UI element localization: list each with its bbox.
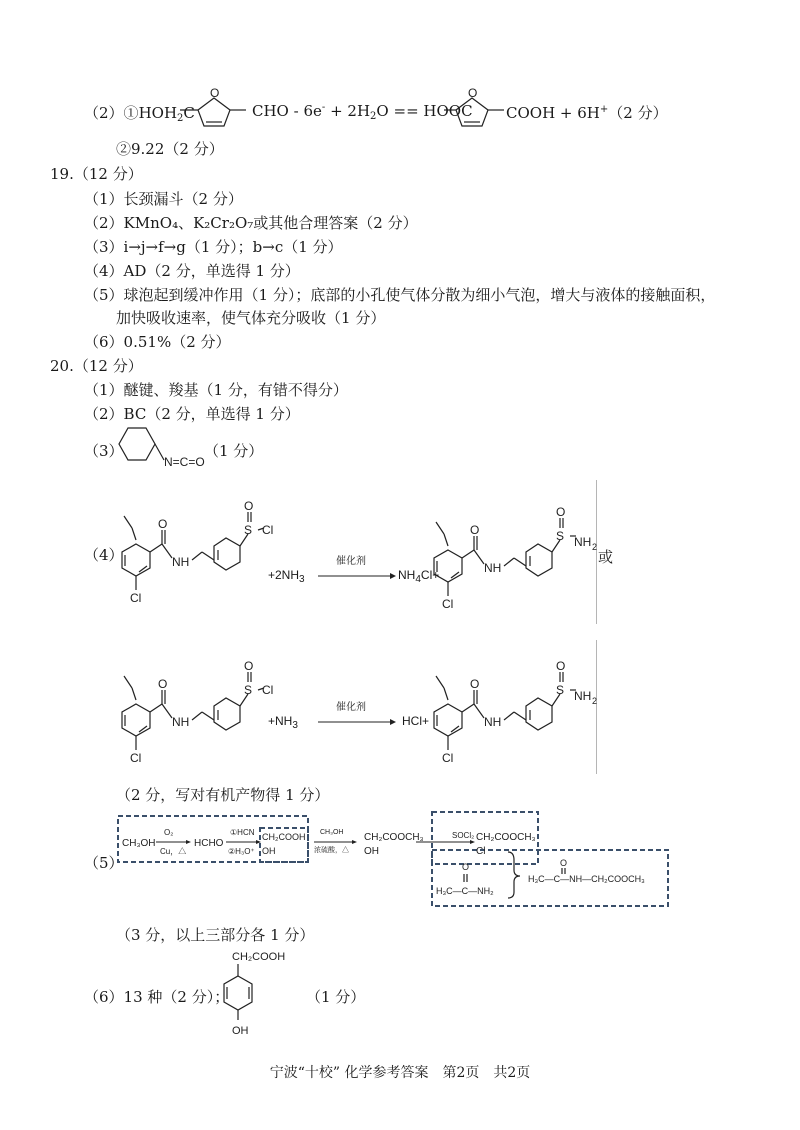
- divider-line-2: [596, 640, 597, 774]
- svg-text:O: O: [470, 523, 480, 537]
- svg-text:催化剂: 催化剂: [336, 556, 366, 567]
- q18-part2-equation: $(2)①HOH_2C$: [84, 104, 195, 124]
- rxn2-byproduct: HCl+: [402, 714, 430, 728]
- svg-text:O: O: [468, 86, 478, 100]
- rxn1-reagent: $+2NH_3$: [268, 568, 305, 585]
- svg-text:NH: NH: [574, 689, 592, 703]
- furan-ring-product: [452, 88, 512, 128]
- svg-text:H₃C—C—NH—CH₂COOCH₃: H₃C—C—NH—CH₂COOCH₃: [528, 874, 645, 884]
- q19-item-1: （1）长颈漏斗（2 分）: [84, 190, 243, 208]
- q19-header: 19.（12 分）: [50, 165, 143, 183]
- q19-item-5: （5）球泡起到缓冲作用（1 分）；底部的小孔使气体分散为细小气泡，增大与液体的接触面积，: [84, 286, 716, 304]
- svg-text:浓硫酸，△: 浓硫酸，△: [314, 847, 349, 854]
- synthesis-scheme: [116, 808, 676, 908]
- svg-text:Cl: Cl: [262, 523, 274, 537]
- svg-text:NH: NH: [172, 555, 190, 569]
- q20-item-1: （1）醚键、羧基（1 分，有错不得分）: [84, 381, 348, 399]
- q19-item-6: （6）0.51%（2 分）: [84, 333, 231, 351]
- svg-text:CH₂COOH: CH₂COOH: [262, 832, 306, 842]
- svg-text:CH₂COOCH₃: CH₂COOCH₃: [364, 832, 424, 843]
- product-sulfonamide-1: [426, 506, 596, 626]
- svg-text:O: O: [556, 659, 566, 673]
- ring-oxygen: O: [210, 86, 220, 100]
- divider-line-1: [596, 480, 597, 624]
- q20-item-2: （2）BC（2 分，单选得 1 分）: [84, 405, 300, 423]
- q20-item-5-score: （3 分，以上三部分各 1 分）: [116, 926, 315, 944]
- q19-item-3: （3）i→j→f→g（1 分）；b→c（1 分）: [84, 238, 343, 256]
- reactant-sulfonyl-chloride-1: [114, 500, 274, 620]
- svg-text:CH₂COOCH₃: CH₂COOCH₃: [476, 832, 536, 843]
- svg-text:SOCl₂: SOCl₂: [452, 831, 475, 840]
- svg-text:Cl: Cl: [442, 597, 454, 611]
- svg-text:NH: NH: [484, 561, 502, 575]
- reactant-sulfonyl-chloride-2: [114, 660, 274, 780]
- svg-text:O: O: [560, 858, 568, 868]
- rxn1-byproduct: $NH_4Cl+$: [398, 568, 440, 585]
- q20-item-4-score: （2 分，写对有机产物得 1 分）: [116, 786, 330, 804]
- svg-text:Cl: Cl: [130, 751, 142, 765]
- or-word: 或: [598, 548, 614, 566]
- q18-part2-right: COOH + 6H+（2 分）: [506, 104, 668, 122]
- product-sulfonamide-2: [426, 660, 596, 780]
- svg-text:O: O: [244, 659, 254, 673]
- svg-text:2: 2: [592, 542, 598, 552]
- svg-text:O: O: [470, 677, 480, 691]
- q20-header: 20.（12 分）: [50, 357, 143, 375]
- svg-text:S: S: [556, 529, 565, 543]
- q20-item-4-label: （4）: [84, 546, 124, 564]
- furan-ring-reactant: [194, 88, 254, 128]
- svg-text:CH₃OH: CH₃OH: [320, 829, 344, 836]
- svg-text:催化剂: 催化剂: [336, 702, 366, 713]
- svg-text:NH: NH: [172, 715, 190, 729]
- q20-item-6-score: （1 分）: [306, 988, 366, 1006]
- q20-item-3-score: （1 分）: [204, 442, 264, 460]
- q19-item-2: （2）KMnO₄、K₂Cr₂O₇或其他合理答案（2 分）: [84, 214, 418, 232]
- svg-text:HCHO: HCHO: [194, 838, 224, 849]
- q18-part2-answer2: ②9.22（2 分）: [116, 140, 224, 158]
- svg-text:②H₃O⁺: ②H₃O⁺: [228, 847, 255, 856]
- svg-text:O: O: [158, 517, 168, 531]
- svg-text:S: S: [244, 683, 253, 697]
- q19-item-4: （4）AD（2 分，单选得 1 分）: [84, 262, 300, 280]
- rxn2-reagent: $+NH_3$: [268, 714, 298, 731]
- svg-text:NH: NH: [574, 535, 592, 549]
- svg-text:Cl: Cl: [476, 846, 486, 857]
- svg-text:Cl: Cl: [130, 591, 142, 605]
- rxn2-arrow: [318, 702, 398, 732]
- svg-text:Cl: Cl: [442, 751, 454, 765]
- svg-text:H₃C—C—NH₂: H₃C—C—NH₂: [436, 886, 494, 896]
- rxn1-arrow: [318, 556, 398, 586]
- svg-text:OH: OH: [232, 1025, 249, 1037]
- svg-text:S: S: [244, 523, 253, 537]
- svg-text:O: O: [158, 677, 168, 691]
- q20-item-6: （6）13 种（2 分）；: [84, 988, 230, 1006]
- svg-text:O₂: O₂: [164, 828, 174, 837]
- svg-text:NH: NH: [484, 715, 502, 729]
- svg-text:O: O: [462, 862, 470, 872]
- svg-text:OH: OH: [262, 846, 276, 856]
- svg-text:CH₂COOH: CH₂COOH: [232, 951, 286, 963]
- page-footer: 宁波“十校” 化学参考答案 第2页 共2页: [269, 1065, 531, 1081]
- svg-text:O: O: [556, 505, 566, 519]
- svg-text:S: S: [556, 683, 565, 697]
- q20-item-3-label: （3）: [84, 442, 124, 460]
- svg-text:O: O: [244, 499, 254, 513]
- q18-part2-middle: CHO - $6e^- + 2H_2O$ == HOOC: [252, 102, 473, 122]
- q19-item-5-cont: 加快吸收速率，使气体充分吸收（1 分）: [116, 309, 386, 327]
- svg-text:CH₃OH: CH₃OH: [122, 838, 156, 849]
- svg-text:2: 2: [592, 696, 598, 706]
- q20-item-5-label: （5）: [84, 854, 124, 872]
- svg-text:Cl: Cl: [262, 683, 274, 697]
- svg-text:OH: OH: [364, 846, 379, 857]
- isocyanate-group: N=C=O: [164, 455, 205, 469]
- svg-text:Cu，△: Cu，△: [160, 847, 187, 856]
- svg-text:①HCN: ①HCN: [230, 828, 255, 837]
